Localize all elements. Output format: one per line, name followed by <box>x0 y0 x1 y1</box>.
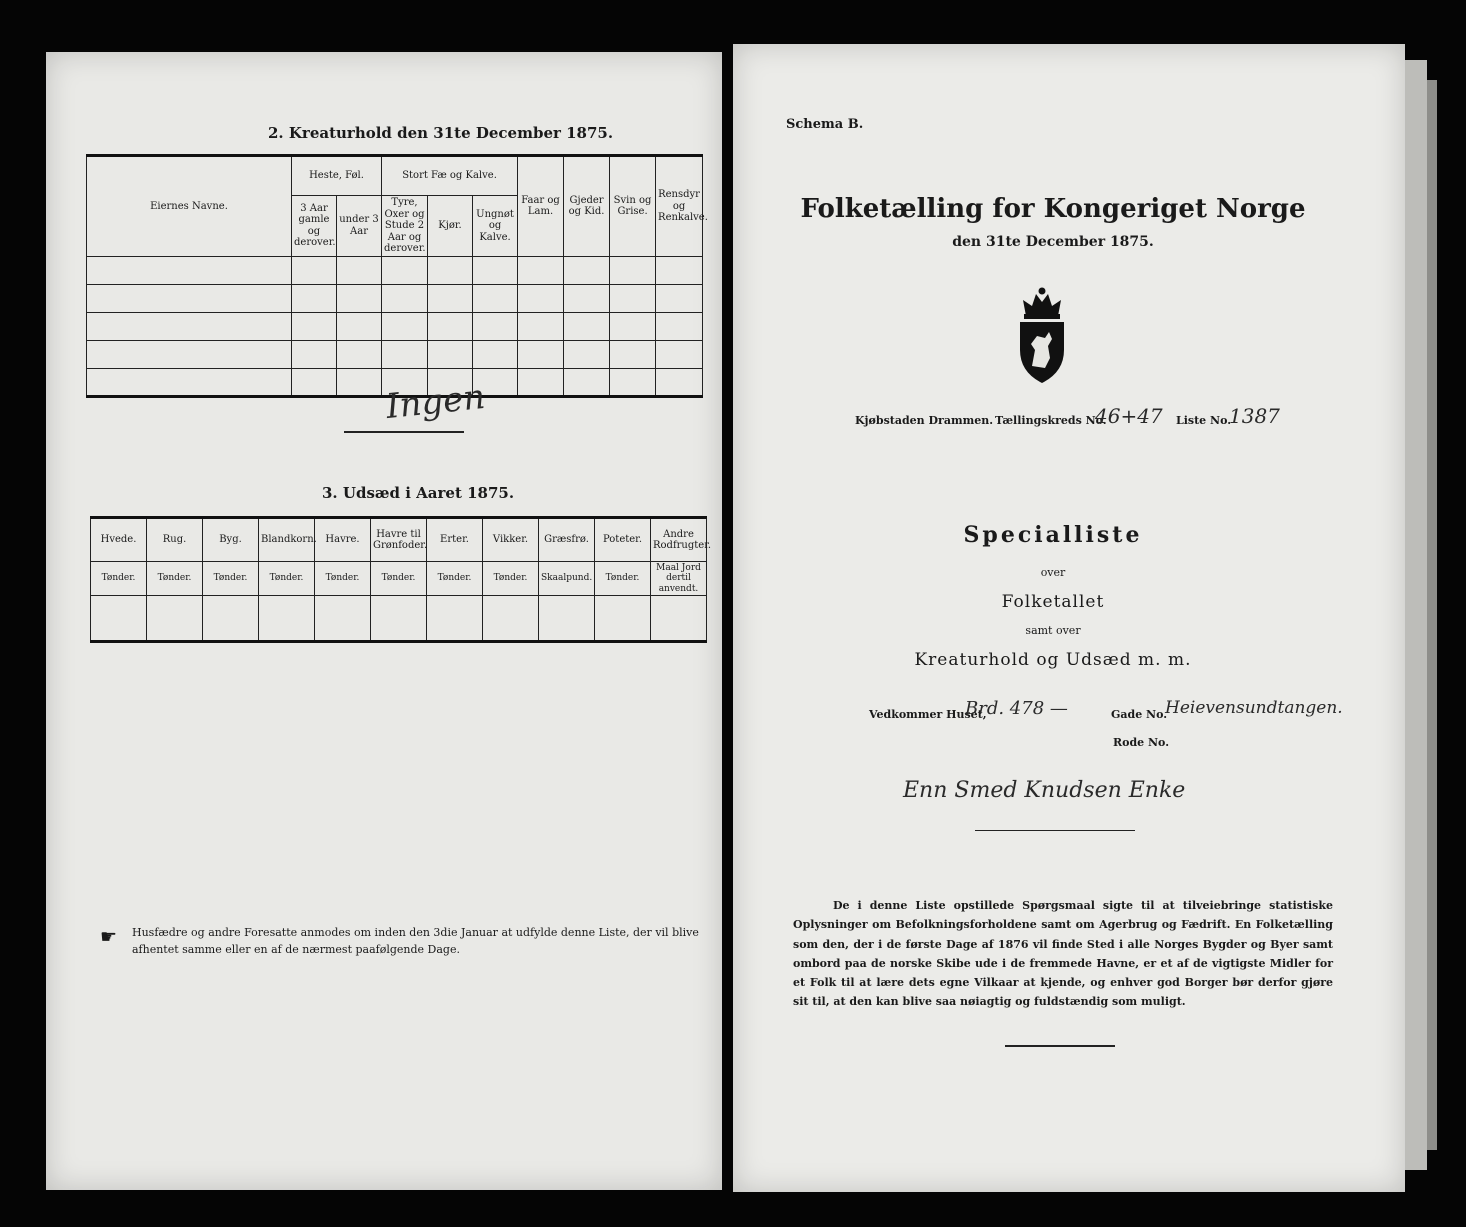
crop-header: Blandkorn. <box>259 518 315 562</box>
col-horses: Heste, Føl. <box>292 156 382 196</box>
specialliste-title: Specialliste <box>963 522 1143 548</box>
crop-header: Erter. <box>427 518 483 562</box>
gade-value: Heievensundtangen. <box>1165 698 1343 718</box>
liste-value: 1387 <box>1229 404 1280 428</box>
crop-header: Rug. <box>147 518 203 562</box>
vedkommer-value: Brd. 478 — <box>965 698 1068 719</box>
owner-rule <box>975 830 1135 831</box>
page-edge-strip <box>1405 60 1427 1170</box>
schema-label: Schema B. <box>786 117 864 132</box>
col-reindeer: Rensdyr og Renkalve. <box>656 156 703 257</box>
unit-header-row <box>91 562 707 596</box>
unit-header: Tønder. <box>371 562 427 596</box>
samt-over-label: samt over <box>1025 624 1081 637</box>
crop-header: Havre til Grønfoder. <box>371 518 427 562</box>
signature-scrawl: Ingen <box>384 376 487 428</box>
value-cell <box>147 596 203 642</box>
col-young-cattle: Ungnøt og Kalve. <box>473 196 518 257</box>
crop-header: Andre Rodfrugter. <box>651 518 707 562</box>
col-horses-old: 3 Aar gamle og derover. <box>292 196 337 257</box>
kreaturhold-label: Kreaturhold og Udsæd m. m. <box>914 650 1192 670</box>
col-horses-young: under 3 Aar <box>337 196 382 257</box>
explanation-paragraph: De i denne Liste opstillede Spørgsmaal sigte til at tilveiebringe statistiske Oplysninger om Befolkningsforholdene samt om Agerbrug og Fædrift. En Folketælling som den, der i de første Dage af 1876 vil finde Sted i alle Norges Bygder og Byer samt ombord paa de norske Skibe ude i de fremmede Havne, er et af de vigtigste Midler for et Folk til at lære dets egne Vilkaar at kjende, og enhver god Borger bør derfor gjøre sit til, at den kan blive saa nøiagtig og fuldstændig som muligt. <box>793 899 1333 1009</box>
unit-header: Maal Jord dertil anvendt. <box>651 562 707 596</box>
value-cell <box>651 596 707 642</box>
left-page <box>46 52 722 1190</box>
unit-header: Tønder. <box>483 562 539 596</box>
section3-title: 3. Udsæd i Aaret 1875. <box>322 484 515 502</box>
page-edge-strip <box>1427 80 1437 1150</box>
owner-value: Enn Smed Knudsen Enke <box>903 778 1186 803</box>
value-cell <box>259 596 315 642</box>
pointing-hand-icon: ☛ <box>100 926 118 948</box>
col-cows: Kjør. <box>428 196 473 257</box>
notice-text: Husfædre og andre Foresatte anmodes om inden den 3die Januar at udfylde denne Liste, der vil blive afhentet samme eller en af de nærmest paafølgende Dage. <box>132 926 699 957</box>
folketallet-label: Folketallet <box>1001 592 1105 612</box>
unit-header: Tønder. <box>147 562 203 596</box>
col-bulls: Tyre, Oxer og Stude 2 Aar og derover. <box>382 196 428 257</box>
col-goats: Gjeder og Kid. <box>564 156 610 257</box>
livestock-table <box>86 154 708 398</box>
kjobstad-label: Kjøbstaden Drammen. <box>855 414 994 427</box>
gade-label: Gade No. <box>1111 708 1168 721</box>
section2-title: 2. Kreaturhold den 31te December 1875. <box>268 124 614 142</box>
value-cell <box>91 596 147 642</box>
crop-header: Græsfrø. <box>539 518 595 562</box>
value-cell <box>595 596 651 642</box>
table-row <box>87 284 703 312</box>
unit-header: Tønder. <box>427 562 483 596</box>
rode-label: Rode No. <box>1113 736 1170 749</box>
signature-rule <box>344 431 464 433</box>
col-pigs: Svin og Grise. <box>610 156 656 257</box>
vedkommer-label: Vedkommer Huset, <box>869 708 987 721</box>
main-title: Folketælling for Kongeriget Norge <box>800 194 1306 224</box>
value-cell <box>427 596 483 642</box>
crop-header: Havre. <box>315 518 371 562</box>
crop-header: Poteter. <box>595 518 651 562</box>
crop-header: Vikker. <box>483 518 539 562</box>
unit-header: Skaalpund. <box>539 562 595 596</box>
liste-label: Liste No. <box>1176 414 1232 427</box>
unit-header: Tønder. <box>595 562 651 596</box>
unit-header: Tønder. <box>91 562 147 596</box>
table-row <box>87 340 703 368</box>
value-cell <box>203 596 259 642</box>
crop-header: Byg. <box>203 518 259 562</box>
over-label: over <box>1040 566 1066 579</box>
unit-header: Tønder. <box>203 562 259 596</box>
unit-header: Tønder. <box>259 562 315 596</box>
end-rule <box>1005 1045 1115 1047</box>
col-sheep: Faar og Lam. <box>518 156 564 257</box>
right-page <box>733 44 1405 1192</box>
crop-header: Hvede. <box>91 518 147 562</box>
sowing-table <box>90 516 712 643</box>
col-owner: Eiernes Navne. <box>87 156 292 257</box>
table-row <box>87 256 703 284</box>
kreds-value: 46+47 <box>1095 404 1163 428</box>
value-cell <box>483 596 539 642</box>
value-cell <box>539 596 595 642</box>
table-row <box>91 596 707 642</box>
kreds-label: Tællingskreds No. <box>995 414 1107 427</box>
value-cell <box>315 596 371 642</box>
census-date: den 31te December 1875. <box>952 234 1154 250</box>
crop-header-row <box>91 518 707 562</box>
value-cell <box>371 596 427 642</box>
table-row <box>87 312 703 340</box>
coat-of-arms-icon <box>1015 286 1069 384</box>
unit-header: Tønder. <box>315 562 371 596</box>
col-cattle: Stort Fæ og Kalve. <box>382 156 518 196</box>
